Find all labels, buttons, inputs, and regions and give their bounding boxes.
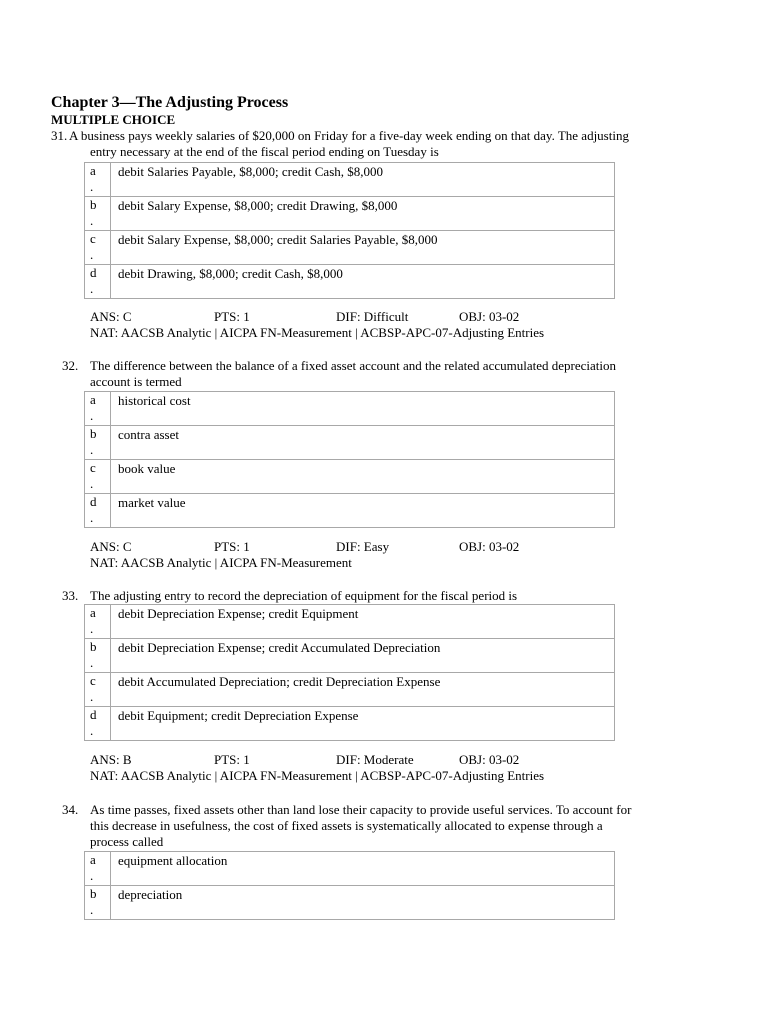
choice-row[interactable]: a . debit Salaries Payable, $8,000; credit Cash, $8,000: [85, 163, 615, 197]
choice-text: market value: [111, 494, 615, 528]
question-stem: [90, 588, 670, 604]
question-stem: [69, 128, 649, 144]
choice-row[interactable]: b . depreciation: [85, 886, 615, 920]
stem-line: account is termed: [90, 374, 182, 389]
stem-line: this decrease in usefulness, the cost of fixed assets is systematically allocated to expense through a: [90, 818, 603, 833]
choices-table: [84, 604, 615, 741]
choice-letter: a: [90, 605, 96, 620]
choice-letter: c: [90, 231, 96, 246]
difficulty: DIF: Difficult: [336, 309, 409, 324]
choice-letter: a: [90, 392, 96, 407]
choice-letter: a: [90, 163, 96, 178]
choice-text: debit Accumulated Depreciation; credit Depreciation Expense: [111, 673, 615, 707]
difficulty: DIF: Easy: [336, 539, 390, 554]
choice-letter: b: [90, 639, 97, 654]
choice-text: equipment allocation: [111, 852, 615, 886]
choice-letter: b: [90, 197, 97, 212]
stem-line: process called: [90, 834, 164, 849]
question-stem-continued: [90, 144, 670, 160]
choice-letter: a: [90, 852, 96, 867]
nat-tags: NAT: AACSB Analytic | AICPA FN-Measurement | ACBSP-APC-07-Adjusting Entries: [90, 325, 545, 340]
choice-row[interactable]: a . debit Depreciation Expense; credit Equipment: [85, 605, 615, 639]
choice-text: historical cost: [111, 392, 615, 426]
choices-table: [84, 162, 615, 299]
points: PTS: 1: [214, 752, 250, 767]
choice-text: debit Drawing, $8,000; credit Cash, $8,000: [111, 265, 615, 299]
question-number: 33.: [62, 588, 79, 603]
stem-line: The adjusting entry to record the depreciation of equipment for the fiscal period is: [90, 588, 518, 603]
answer: ANS: C: [90, 309, 132, 324]
choice-row[interactable]: c . debit Accumulated Depreciation; credit Depreciation Expense: [85, 673, 615, 707]
points: PTS: 1: [214, 539, 250, 554]
choice-text: debit Equipment; credit Depreciation Expense: [111, 707, 615, 741]
points: PTS: 1: [214, 309, 250, 324]
objective: OBJ: 03-02: [459, 539, 520, 554]
stem-line: As time passes, fixed assets other than land lose their capacity to provide useful services. To account for: [90, 802, 632, 817]
choices-table: [84, 391, 615, 528]
stem-line: A business pays weekly salaries of $20,000 on Friday for a five-day week ending on that day. The adjusting: [69, 128, 629, 143]
choice-row[interactable]: d . debit Equipment; credit Depreciation Expense: [85, 707, 615, 741]
answer: ANS: B: [90, 752, 132, 767]
difficulty: DIF: Moderate: [336, 752, 414, 767]
choice-row[interactable]: b . debit Salary Expense, $8,000; credit Drawing, $8,000: [85, 197, 615, 231]
choice-letter: c: [90, 460, 96, 475]
choice-row[interactable]: d . debit Drawing, $8,000; credit Cash, $8,000: [85, 265, 615, 299]
choice-row[interactable]: a . historical cost: [85, 392, 615, 426]
objective: OBJ: 03-02: [459, 309, 520, 324]
question-number: 32.: [62, 358, 79, 373]
section-title: MULTIPLE CHOICE: [51, 112, 176, 127]
choice-row[interactable]: a . equipment allocation: [85, 852, 615, 886]
stem-line: entry necessary at the end of the fiscal period ending on Tuesday is: [90, 144, 439, 159]
choice-text: book value: [111, 460, 615, 494]
objective: OBJ: 03-02: [459, 752, 520, 767]
question-number: 31.: [51, 128, 68, 143]
choice-letter: d: [90, 707, 97, 722]
choice-row[interactable]: b . debit Depreciation Expense; credit Accumulated Depreciation: [85, 639, 615, 673]
choice-text: contra asset: [111, 426, 615, 460]
question-number: 34.: [62, 802, 79, 817]
question-stem: [90, 358, 670, 390]
choice-row[interactable]: c . book value: [85, 460, 615, 494]
choice-text: debit Depreciation Expense; credit Equipment: [111, 605, 615, 639]
chapter-title: Chapter 3—The Adjusting Process: [51, 94, 289, 111]
question-stem: [90, 802, 670, 850]
choice-text: debit Salary Expense, $8,000; credit Salaries Payable, $8,000: [111, 231, 615, 265]
choice-letter: d: [90, 265, 97, 280]
choice-text: debit Salary Expense, $8,000; credit Drawing, $8,000: [111, 197, 615, 231]
choice-text: debit Salaries Payable, $8,000; credit Cash, $8,000: [111, 163, 615, 197]
choice-row[interactable]: b . contra asset: [85, 426, 615, 460]
choice-text: debit Depreciation Expense; credit Accumulated Depreciation: [111, 639, 615, 673]
choice-letter: b: [90, 886, 97, 901]
answer: ANS: C: [90, 539, 132, 554]
choice-letter: c: [90, 673, 96, 688]
nat-tags: NAT: AACSB Analytic | AICPA FN-Measurement: [90, 555, 352, 570]
nat-tags: NAT: AACSB Analytic | AICPA FN-Measurement | ACBSP-APC-07-Adjusting Entries: [90, 768, 545, 783]
choice-letter: b: [90, 426, 97, 441]
choice-row[interactable]: d . market value: [85, 494, 615, 528]
choices-table: [84, 851, 615, 920]
choice-row[interactable]: c . debit Salary Expense, $8,000; credit Salaries Payable, $8,000: [85, 231, 615, 265]
stem-line: The difference between the balance of a fixed asset account and the related accumulated depreciation: [90, 358, 616, 373]
choice-text: depreciation: [111, 886, 615, 920]
choice-letter: d: [90, 494, 97, 509]
